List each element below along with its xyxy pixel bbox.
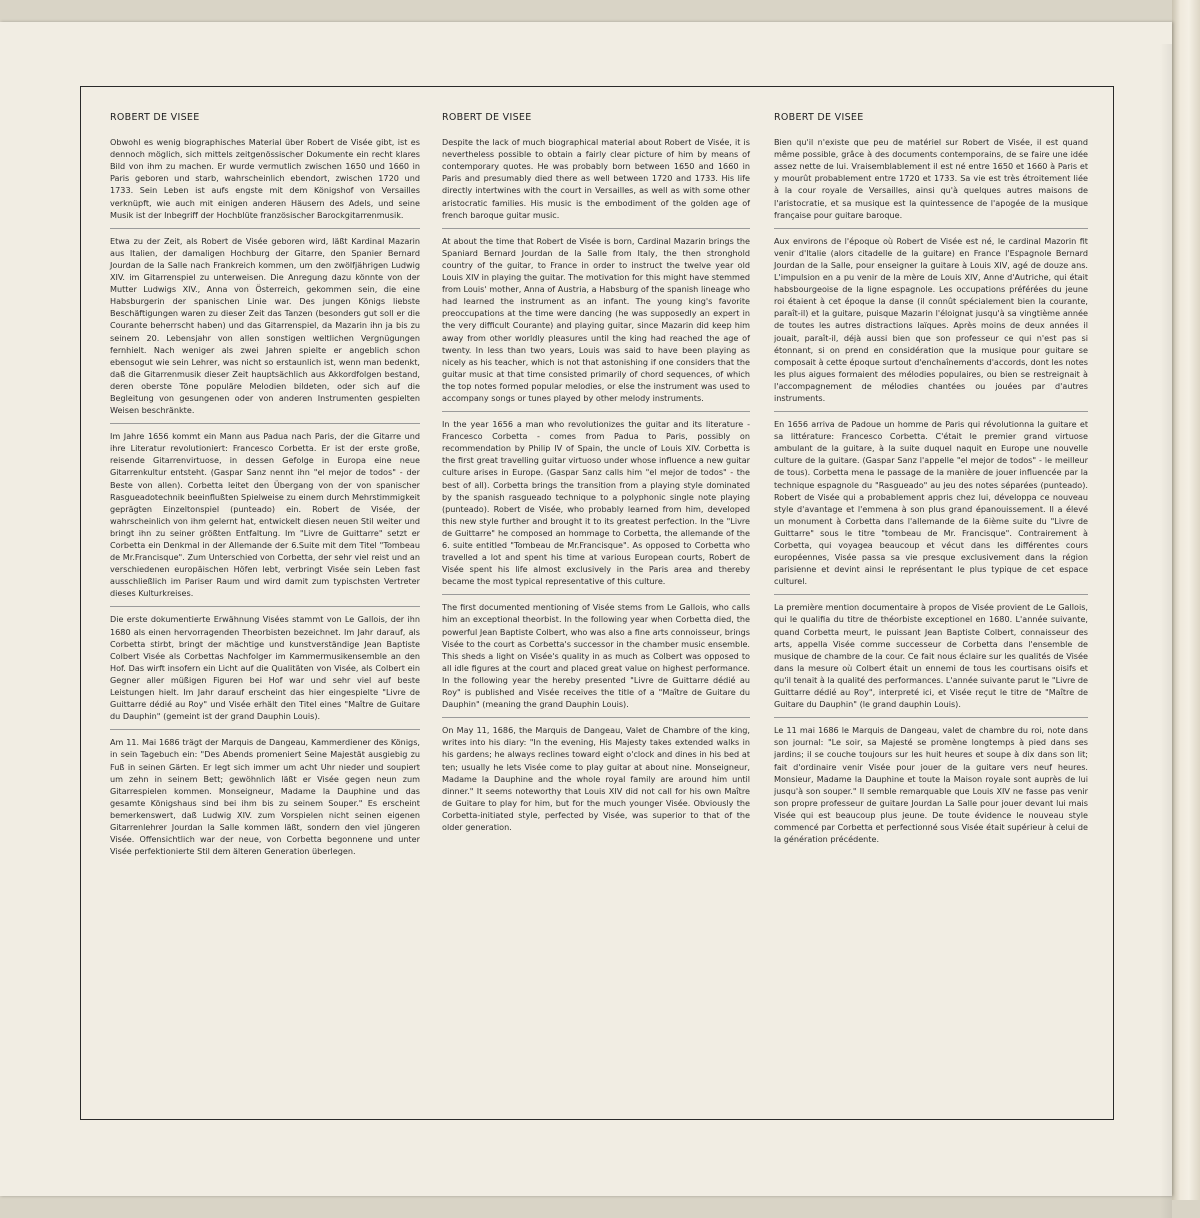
paragraph: The first documented mentioning of Visée stems from Le Gallois, who calls him an exceptional theorbist. In the following year when Corbetta died, the powerful Jean Baptiste Colbert, who was also a fine arts connoisseur, brings Visée to the court as Corbetta's successor in the chamber music ensemble. This sheds a light on Visée's quality in as much as Colbert was opposed to all idle figures at the court and placed great value on highest performance. In the following year the hereby presented "Livre de Guittarre dédié au Roy" is published and Visée receives the title of a "Maître de Guitare du Dauphin" (meaning the grand Dauphin Louis).: [442, 602, 750, 710]
paragraph: La première mention documentaire à propos de Visée provient de Le Gallois, qui le qualifia du titre de théorbiste exceptionel en 1680. L'année suivante, quand Corbetta meurt, le puissant Jean Baptiste Colbert, connaisseur des arts, appella Visée comme successeur de Corbetta dans l'ensemble de musique de chambre de la cour. Ce fait nous éclaire sur les qualités de Visée dans la mesure où Colbert était un ennemi de tous les courtisans oisifs et qu'il tenait à la qualité des performances. L'année suivante parut le "Livre de Guittarre dédié au Roy", interpreté ici, et Visée reçut le titre de "Maître de Guitare du Dauphin" (le grand dauphin Louis).: [774, 602, 1088, 710]
paragraph: Am 11. Mai 1686 trägt der Marquis de Dangeau, Kammerdiener des Königs, in sein Tagebuch ein: "Des Abends promeniert Seine Majestät ausgiebig zu Fuß in seinen Gärten. Er legt sich immer um acht Uhr nieder und soupiert um zehn in seinem Bett; gewöhnlich läßt er Visée gegen neun zum Gitarrespielen kommen. Monseigneur, Madame la Dauphine und das gesamte Königshaus sind bei ihm bis zu seinem Souper." Es erscheint bemerkenswert, daß Ludwig XIV. zum Vorspielen nicht seinen eigenen Gitarrenlehrer Jourdan la Salle kommen läßt, sondern den viel jüngeren Visée. Offensichtlich war der neue, von Corbetta begonnene und unter Visée perfektionierte Stil dem älteren Generation überlegen.: [110, 737, 420, 857]
paragraph-divider: [442, 717, 750, 718]
paragraph: Despite the lack of much biographical material about Robert de Visée, it is nevertheless possible to obtain a fairly clear picture of him by means of contemporary quotes. He was probably born between 1650 and 1660 in Paris and presumably died there as well between 1720 and 1733. His life directly intertwines with the court in Versailles, as well as with some other aristocratic families. His music is the embodiment of the golden age of french baroque guitar music.: [442, 137, 750, 220]
paragraph: At about the time that Robert de Visée is born, Cardinal Mazarin brings the Spaniard Bernard Jourdan de la Salle from Italy, the then stronghold country of the guitar, to France in order to instruct the twelve year old Louis XIV in playing the guitar. The motivation for this might have stemmed from Louis' mother, Anna of Austria, a Habsburg of the spanish lineage who had learned the instrument as an infant. The young king's favorite preoccupations at the time were dancing (he was supposedly an expert in the very difficult Courante) and playing guitar, since Mazarin did keep him away from other worldly pleasures until the king had reached the age of twenty. In less than two years, Louis was said to have been playing as nicely as his teacher, which is not that astonishing if one considers that the guitar music at that time consisted primarily of chord sequences, of which the top notes formed popular melodies, or else the instrument was used to accompany songs or tunes played by other melody instruments.: [442, 235, 750, 403]
column-title: ROBERT DE VISEE: [442, 112, 532, 123]
paragraph-divider: [110, 228, 420, 229]
column-french: [774, 112, 1088, 852]
paragraph-divider: [774, 717, 1088, 718]
paragraph: Le 11 mai 1686 le Marquis de Dangeau, valet de chambre du roi, note dans son journal: "Le soir, sa Majesté se promène longtemps à pied dans ses jardins; il se couche toujours sur les huit heures et soupe à dix dans son lit; fait d'ordinaire venir Visée pour jouer de la guitare vers neuf heures. Monsieur, Madame la Dauphine et toute la Maison royale sont auprès de lui jusqu'à son souper." Il semble remarquable que Louis XIV ne fasse pas venir son propre professeur de guitare Jourdan La Salle pour jouer devant lui mais Visée qui est beaucoup plus jeune. De toute évidence le nouveau style commencé par Corbetta et perfectionné sous Visée était supérieur à celui de la génération précédente.: [774, 725, 1088, 845]
paragraph: Im Jahre 1656 kommt ein Mann aus Padua nach Paris, der die Gitarre und ihre Literatur revolutioniert: Francesco Corbetta. Er ist der erste große, reisende Gitarrenvirtuose, in dessen Gefolge in Europa eine neue Gitarrenkultur entsteht. (Gaspar Sanz nennt ihn "el mejor de todos" - der Beste von allen). Corbetta leitet den Übergang von der von spanischer Rasgueadotechnik beeinflußten Spielweise zu einem durch Mehrstimmigkeit geprägten Einzeltonspiel (punteado) ein. Robert de Visée, der wahrscheinlich von ihm gelernt hat, entwickelt diesen neuen Stil weiter und bringt ihn zu seiner größten Entfaltung. Im "Livre de Guittarre" setzt er Corbetta ein Denkmal in der Allemande der 6.Suite mit dem Titel "Tombeau de Mr.Francisque". Zum Unterschied von Corbetta, der sehr viel reist und an verschiedenen europäischen Höfen lebt, verbringt Visée sein Leben fast ausschließlich im Pariser Raum und wird damit zum typischsten Vertreter dieses Kulturkreises.: [110, 431, 420, 599]
paragraph: Bien qu'il n'existe que peu de matériel sur Robert de Visée, il est quand même possible, grâce à des documents contemporains, de se faire une idée assez nette de lui. Vraisemblablement il est né entre 1650 et 1660 à Paris et y mourût probablement entre 1720 et 1733. Sa vie est très étroitement liée à la cour royale de Versailles, ainsi qu'à quelques autres maisons de l'aristocratie, et sa musique est la quintessence de l'apogée de la musique française pour guitare baroque.: [774, 137, 1088, 220]
column-german: [110, 112, 420, 864]
paragraph-divider: [774, 228, 1088, 229]
sleeve-spine: [1172, 0, 1200, 1200]
paragraph: Aux environs de l'époque où Robert de Visée est né, le cardinal Mazorin fit venir d'Italie (alors citadelle de la guitare) en France l'Espagnole Bernard Jourdan de la Salle, pour enseigner la guitare à Louis XIV, agé de douze ans. L'impulsion en a pu venir de la mère de Louis XIV, Anne d'Autriche, qui était habsbourgeoise de la ligne espagnole. Les occupations préférées du jeune roi étaient à cet époque la danse (il connût spécialement bien la courante, paraît-il) et la guitare, puisque Mazarin l'éloignat jusqu'à sa vingtième année de toutes les autres distractions laïques. Après moins de deux années il jouait, paraît-il, déjà aussi bien que son professeur ce qui n'est pas si étonnant, si on prend en considération que la musique pour guitare se composait à cette époque surtout d'enchaînements d'accords, dont les notes les plus aigues formaient des mélodies populaires, ou bien se restreignait à l'accompagnement de mélodies chantées ou jouées par d'autres instruments.: [774, 235, 1088, 403]
paragraph-divider: [110, 423, 420, 424]
paragraph-divider: [110, 729, 420, 730]
paragraph: On May 11, 1686, the Marquis de Dangeau, Valet de Chambre of the king, writes into his diary: "In the evening, His Majesty takes extended walks in his gardens; he always reclines toward eight o'clock and dines in his bed at ten; usually he lets Visée come to play guitar at about nine. Monseigneur, Madame la Dauphine and the whole royal family are around him until dinner." It seems noteworthy that Louis XIV did not call for his own Maître de Guitare to play for him, but for the much younger Visée. Obviously the Corbetta-initiated style, perfected by Visée, was superior to that of the older generation.: [442, 725, 750, 832]
paragraph: Obwohl es wenig biographisches Material über Robert de Visée gibt, ist es dennoch möglich, sich mittels zeitgenössischer Dokumente ein recht klares Bild von ihm zu machen. Er wurde vermutlich zwischen 1650 und 1660 in Paris geboren und starb, wahrscheinlich ebendort, zwischen 1720 und 1733. Sein Leben ist aufs engste mit dem Königshof von Versailles verknüpft, wie auch mit einigen anderen Häusern des Adels, und seine Musik ist der Inbegriff der Hochblüte französischer Barockgitarrenmusik.: [110, 137, 420, 220]
paragraph-divider: [110, 606, 420, 607]
paragraph: En 1656 arriva de Padoue un homme de Paris qui révolutionna la guitare et sa littérature: Francesco Corbetta. C'était le premier grand virtuose ambulant de la guitare, à la suite duquel naquit en Europe une nouvelle culture de la guitare. (Gaspar Sanz l'appelle "el mejor de todos" - le meilleur de tous). Corbetta mena le passage de la manière de jouer influencée par la technique espagnole du "Rasgueado" au jeu des notes séparées (punteado). Robert de Visée qui a probablement appris chez lui, développa ce nouveau style d'avantage et l'emmena à son plus grand épanouissement. Il a élevé un monument à Corbetta dans l'allemande de la 6ième suite du "Livre de Guittarre" sous le titre "tombeau de Mr. Francisque". Contrairement à Corbetta, qui voyagea beaucoup et vécut dans les différentes cours européennes, Visée passa sa vie presque exclusivement dans la région parisienne et devint ainsi le représentant le plus typique de cet espace culturel.: [774, 419, 1088, 587]
paragraph-divider: [442, 411, 750, 412]
paragraph-divider: [774, 594, 1088, 595]
sleeve-edge-shadow: [1160, 44, 1172, 1218]
paragraph: Etwa zu der Zeit, als Robert de Visée geboren wird, läßt Kardinal Mazarin aus Italien, der damaligen Hochburg der Gitarre, den Spanier Bernard Jourdan de la Salle nach Frankreich kommen, um den zwölfjährigen Ludwig XIV. im Gitarrenspiel zu unterweisen. Die Anregung dazu könnte von der Mutter Ludwigs XIV., Anna von Österreich, gekommen sein, die eine Habsburgerin der spanischen Linie war. Des jungen Königs liebste Beschäftigungen waren zu dieser Zeit das Tanzen (besonders gut soll er die Courante beherrscht haben) und das Gitarrenspiel, da Mazarin ihn ja bis zu seinem 20. Lebensjahr von allen sonstigen weltlichen Vergnügungen fernhielt. Nach weniger als zwei Jahren spielte er angeblich schon ebensogut wie sein Lehrer, was nicht so erstaunlich ist, wenn man bedenkt, daß die Gitarrenmusik dieser Zeit hauptsächlich aus Akkordfolgen bestand, deren oberste Töne populäre Melodien bildeten, oder sich auf die Begleitung von gesungenen oder von anderen Instrumenten gespielten Weisen beschränkte.: [110, 235, 420, 416]
column-english: [442, 112, 750, 840]
paragraph: In the year 1656 a man who revolutionizes the guitar and its literature - Francesco Corbetta - comes from Padua to Paris, possibly on recommendation by Philip IV of Spain, the uncle of Louis XIV. Corbetta is the first great travelling guitar virtuoso under whose influence a new guitar culture arises in Europe. (Gaspar Sanz calls him "el mejor de todos" - the best of all). Corbetta brings the transition from a playing style dominated by the spanish rasgueado technique to a polyphonic single note playing (punteado). Robert de Visée, who probably learned from him, developed this new style further and brought it to its greatest perfection. In the "Livre de Guittarre" he composed an hommage to Corbetta, the allemande of the 6. suite entitled "Tombeau de Mr.Francisque". As opposed to Corbetta who travelled a lot and spent his time at various European courts, Robert de Visée spent his life almost exclusively in the Paris area and thereby became the most typical representative of this culture.: [442, 419, 750, 587]
paragraph-divider: [442, 594, 750, 595]
paragraph-divider: [774, 411, 1088, 412]
column-title: ROBERT DE VISEE: [110, 112, 200, 123]
paragraph-divider: [442, 228, 750, 229]
paragraph: Die erste dokumentierte Erwähnung Visées stammt von Le Gallois, der ihn 1680 als einen hervorragenden Theorbisten bezeichnet. Im Jahr darauf, als Corbetta stirbt, bringt der mächtige und kunstverständige Jean Baptiste Colbert Visée als Corbettas Nachfolger im Kammermusikensemble an den Hof. Das wirft insofern ein Licht auf die Qualitäten von Visée, als Colbert ein Gegner aller müßigen Figuren bei Hof war und sehr viel auf beste Leistungen hielt. Im Jahr darauf erscheint das hier eingespielte "Livre de Guittarre dédié au Roy" und Visée erhält den Titel eines "Maître de Guitare du Dauphin" (gemeint ist der grand Dauphin Louis).: [110, 614, 420, 722]
column-title: ROBERT DE VISEE: [774, 112, 864, 123]
